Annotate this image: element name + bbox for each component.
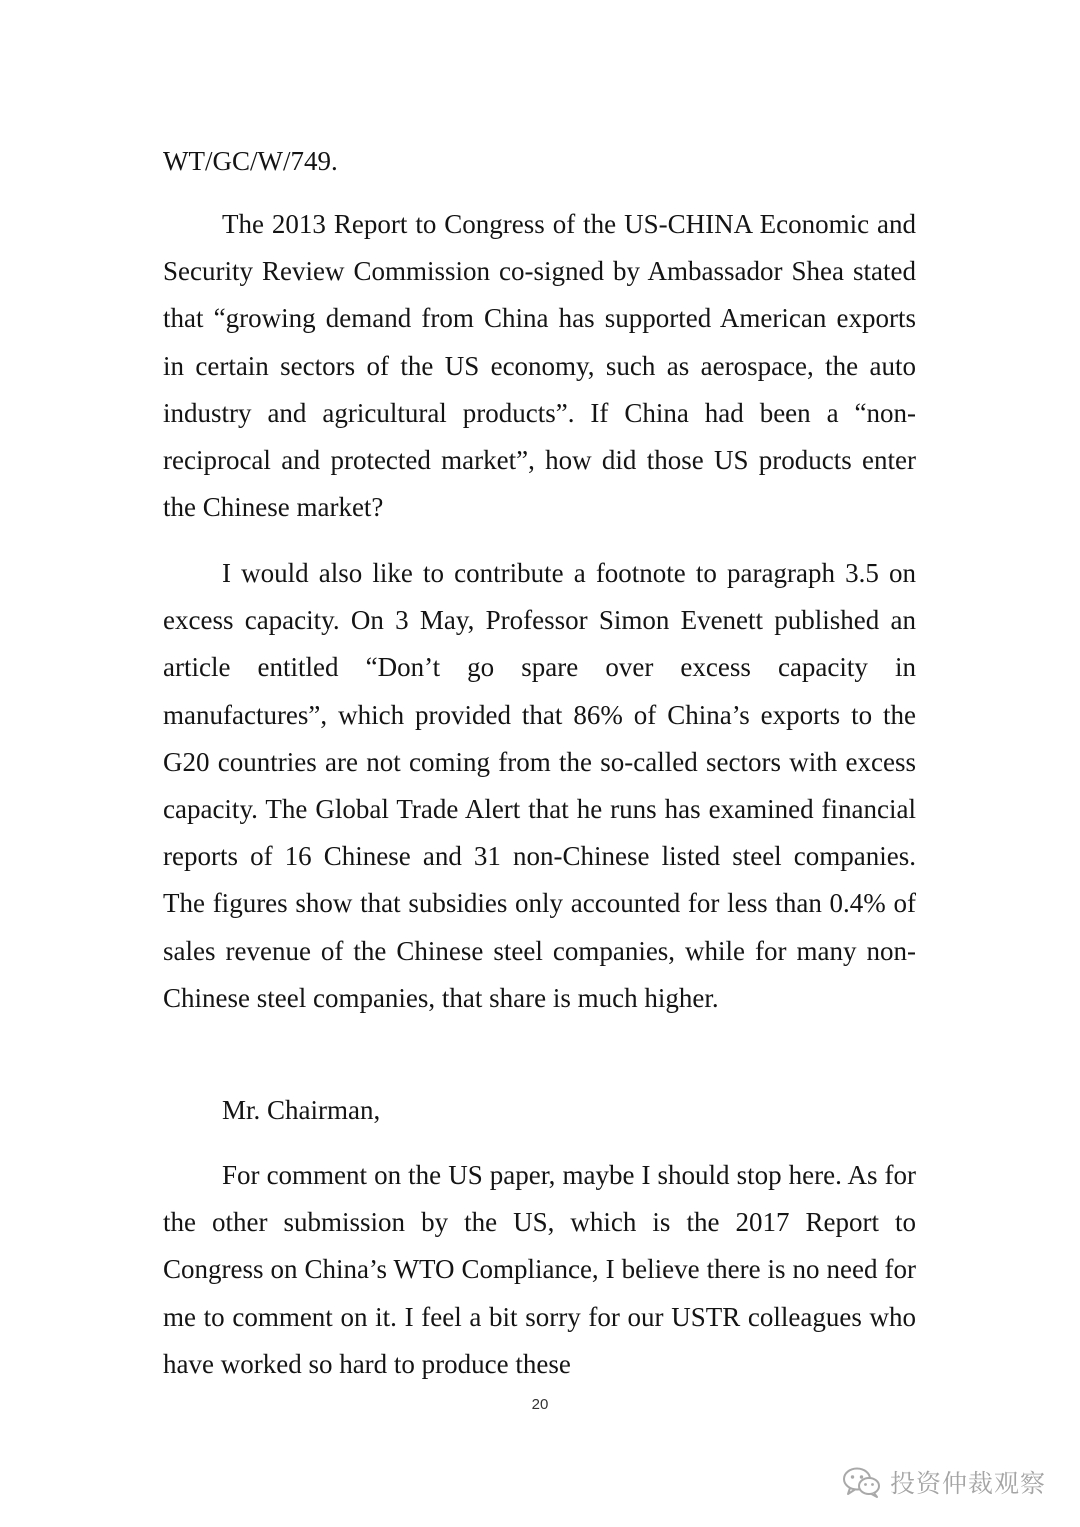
paragraph-closing-comment: For comment on the US paper, maybe I should stop here. As for the other submission by the US, which is the 2017 Report to Congress on China’s WTO Compliance, I believe there is no need for me to comment on it. I feel a bit sorry for our USTR colleagues who have worked so hard to produce these bbox=[163, 1160, 916, 1379]
reference-line: WT/GC/W/749. bbox=[163, 146, 338, 176]
watermark-text: 投资仲裁观察 bbox=[889, 1469, 1046, 1498]
wechat-icon bbox=[842, 1466, 882, 1498]
paragraph-excess-capacity: I would also like to contribute a footnote to paragraph 3.5 on excess capacity. On 3 May, Professor Simon Evenett published an article entitled “Don’t go spare over excess capacity in manufactures”, which provided that 86% of China’s exports to the G20 countries are not coming from the so-called sectors with excess capacity. The Global Trade Alert that he runs has examined financial reports of 16 Chinese and 31 non-Chinese listed steel companies. The figures show that subsidies only accounted for less than 0.4% of sales revenue of the Chinese steel companies, while for many non-Chinese steel companies, that share is much higher. bbox=[163, 558, 916, 1013]
watermark bbox=[842, 1462, 1046, 1502]
page-number: 20 bbox=[531, 1396, 549, 1413]
paragraph-report-to-congress: The 2013 Report to Congress of the US-CHINA Economic and Security Review Commission co-signed by Ambassador Shea stated that “growing demand from China has supported American exports in certain sectors of the US economy, such as aerospace, the auto industry and agricultural products”. If China had been a “non-reciprocal and protected market”, how did those US products enter the Chinese market? bbox=[163, 209, 916, 523]
paragraph-salutation: Mr. Chairman, bbox=[222, 1095, 381, 1125]
